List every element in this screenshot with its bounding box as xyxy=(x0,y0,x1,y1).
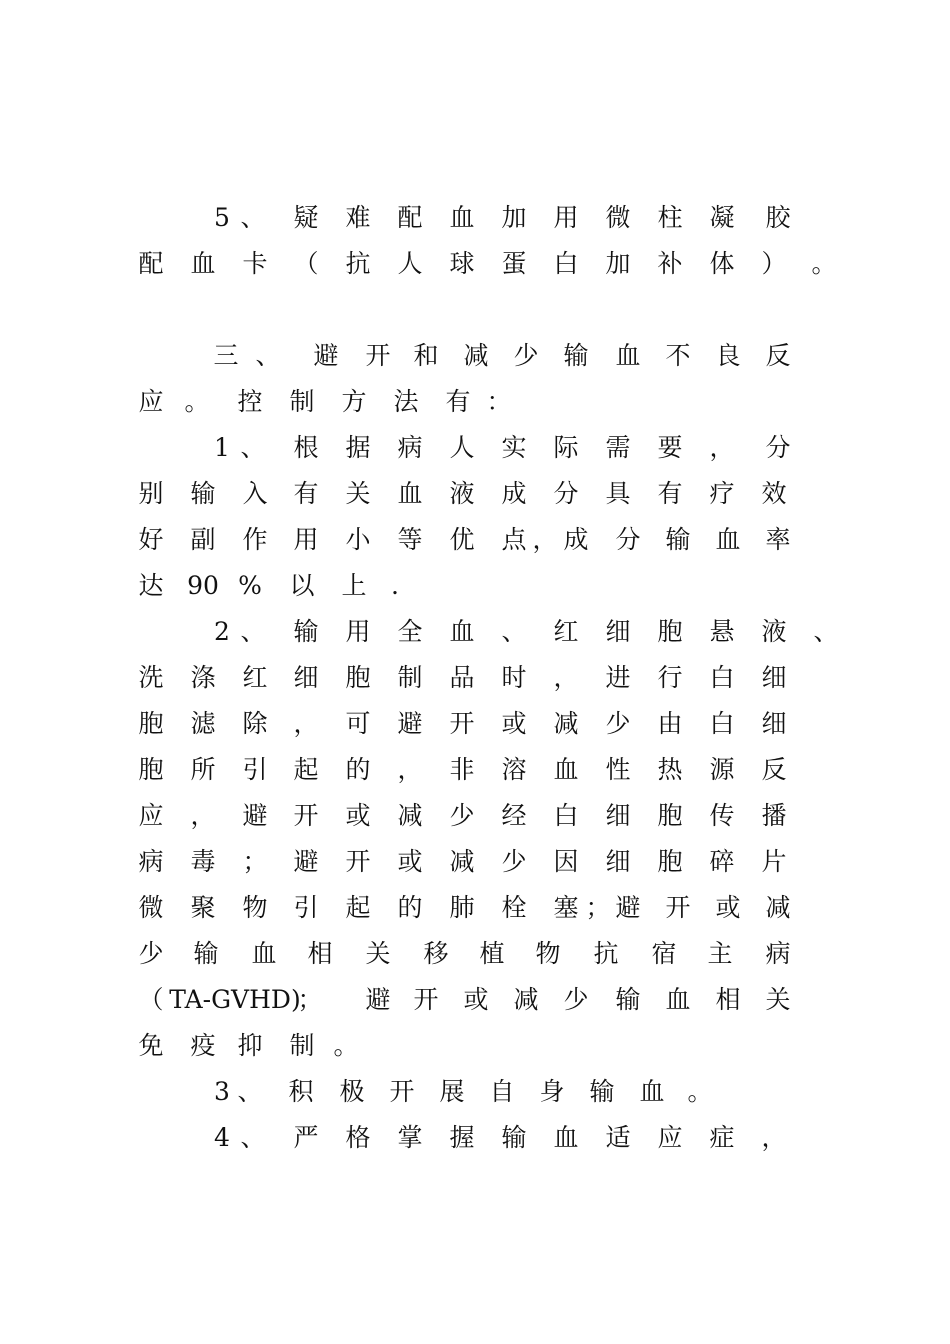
text-glyph: 可 xyxy=(345,709,371,738)
text-glyph: 严 xyxy=(293,1123,319,1152)
text-glyph: 滤 xyxy=(190,709,216,738)
text-glyph: 抗 xyxy=(345,249,371,278)
text-glyph: 相 xyxy=(307,939,333,968)
text-glyph: 病 xyxy=(138,847,164,876)
text-glyph: 制 xyxy=(289,1031,315,1060)
text-glyph: 输 xyxy=(615,985,641,1014)
text-glyph: 除 xyxy=(242,709,268,738)
text-line xyxy=(0,336,950,376)
text-glyph: 加 xyxy=(605,249,631,278)
text-glyph: 细 xyxy=(761,709,787,738)
text-glyph: 加 xyxy=(501,203,527,232)
text-glyph: 全 xyxy=(397,617,423,646)
text-line xyxy=(0,1072,950,1112)
text-glyph: 开 xyxy=(389,1077,415,1106)
text-glyph: 用 xyxy=(293,525,319,554)
text-glyph: % xyxy=(238,571,262,600)
text-glyph: 时 xyxy=(501,663,527,692)
text-glyph: ， xyxy=(293,709,319,738)
text-glyph: 进 xyxy=(605,663,631,692)
text-line xyxy=(0,382,950,422)
text-glyph: 相 xyxy=(715,985,741,1014)
text-glyph: 球 xyxy=(449,249,475,278)
text-glyph: 实 xyxy=(501,433,527,462)
text-glyph: 副 xyxy=(190,525,216,554)
text-glyph: 红 xyxy=(553,617,579,646)
text-glyph: 关 xyxy=(345,479,371,508)
text-glyph: 少 xyxy=(605,709,631,738)
text-line xyxy=(0,658,950,698)
text-glyph: 引 xyxy=(293,893,319,922)
text-glyph: 卡 xyxy=(242,249,268,278)
text-glyph: 极 xyxy=(339,1077,365,1106)
text-glyph: 血 xyxy=(553,1123,579,1152)
text-line xyxy=(0,842,950,882)
text-glyph: 因 xyxy=(553,847,579,876)
text-glyph: 病 xyxy=(765,939,791,968)
text-glyph: 症 xyxy=(709,1123,735,1152)
text-glyph: 、 xyxy=(255,341,281,370)
text-glyph: 起 xyxy=(293,755,319,784)
text-glyph: 胞 xyxy=(657,617,683,646)
text-glyph: 掌 xyxy=(397,1123,423,1152)
text-glyph: 减 xyxy=(463,341,489,370)
text-glyph: ； xyxy=(585,893,611,922)
text-glyph: 输 xyxy=(563,341,589,370)
text-glyph: 体 xyxy=(709,249,735,278)
text-glyph: 控 xyxy=(237,387,263,416)
text-glyph: 胞 xyxy=(345,663,371,692)
text-glyph: 难 xyxy=(345,203,371,232)
text-glyph: 关 xyxy=(365,939,391,968)
text-glyph: 少 xyxy=(513,341,539,370)
text-glyph: 开 xyxy=(293,801,319,830)
text-glyph: 血 xyxy=(553,755,579,784)
text-glyph: 品 xyxy=(449,663,475,692)
text-glyph: 塞 xyxy=(553,893,579,922)
text-glyph: 抗 xyxy=(593,939,619,968)
text-glyph: ， xyxy=(761,1123,787,1152)
text-glyph: 和 xyxy=(413,341,439,370)
text-glyph: 成 xyxy=(563,525,589,554)
text-glyph: 人 xyxy=(449,433,475,462)
text-glyph: 微 xyxy=(605,203,631,232)
text-glyph: 优 xyxy=(449,525,475,554)
text-glyph: 作 xyxy=(242,525,268,554)
text-glyph: 。 xyxy=(333,1031,359,1060)
text-glyph: 、 xyxy=(237,1077,263,1106)
text-glyph: 应 xyxy=(657,1123,683,1152)
text-glyph: 有 xyxy=(445,387,471,416)
text-glyph: 主 xyxy=(707,939,733,968)
text-glyph: 减 xyxy=(397,801,423,830)
text-glyph: 、 xyxy=(240,1123,266,1152)
text-glyph: 细 xyxy=(605,801,631,830)
text-glyph: ： xyxy=(486,387,512,416)
text-glyph: 血 xyxy=(449,203,475,232)
text-glyph: TA-GVHD) xyxy=(169,985,301,1014)
text-glyph: 避 xyxy=(615,893,641,922)
text-glyph: （ xyxy=(293,249,319,278)
text-glyph: 洗 xyxy=(138,663,164,692)
text-glyph: 抑 xyxy=(237,1031,263,1060)
text-glyph: 肺 xyxy=(449,893,475,922)
text-glyph: 配 xyxy=(138,249,164,278)
text-glyph: 血 xyxy=(639,1077,665,1106)
text-glyph: 传 xyxy=(709,801,735,830)
text-glyph: 热 xyxy=(657,755,683,784)
text-glyph: 4 xyxy=(214,1123,230,1152)
text-glyph: 。 xyxy=(811,249,837,278)
text-glyph: 避 xyxy=(242,801,268,830)
text-glyph: . xyxy=(391,571,399,600)
text-line xyxy=(0,888,950,928)
text-glyph: 性 xyxy=(605,755,631,784)
text-line xyxy=(0,750,950,790)
text-line xyxy=(0,566,950,606)
text-glyph: 胞 xyxy=(657,801,683,830)
text-glyph: 5 xyxy=(214,203,230,232)
text-glyph: 配 xyxy=(397,203,423,232)
text-glyph: 所 xyxy=(190,755,216,784)
text-glyph: 白 xyxy=(709,709,735,738)
text-glyph: 分 xyxy=(615,525,641,554)
text-glyph: 涤 xyxy=(190,663,216,692)
text-glyph: 握 xyxy=(449,1123,475,1152)
text-line xyxy=(0,704,950,744)
text-line xyxy=(0,244,950,284)
text-glyph: 碎 xyxy=(709,847,735,876)
text-glyph: 反 xyxy=(765,341,791,370)
text-glyph: 别 xyxy=(138,479,164,508)
text-glyph: 。 xyxy=(687,1077,713,1106)
text-glyph: ； xyxy=(242,847,268,876)
text-line xyxy=(0,1118,950,1158)
text-glyph: 据 xyxy=(345,433,371,462)
text-glyph: 或 xyxy=(715,893,741,922)
text-glyph: 血 xyxy=(251,939,277,968)
text-glyph: 以 xyxy=(289,571,315,600)
text-glyph: 应 xyxy=(138,387,164,416)
text-glyph: 移 xyxy=(423,939,449,968)
text-glyph: 具 xyxy=(605,479,631,508)
text-glyph: 蛋 xyxy=(501,249,527,278)
text-glyph: 开 xyxy=(345,847,371,876)
text-glyph: 适 xyxy=(605,1123,631,1152)
text-glyph: 90 xyxy=(187,571,219,600)
text-glyph: 应 xyxy=(138,801,164,830)
text-glyph: 胞 xyxy=(657,847,683,876)
text-glyph: 自 xyxy=(489,1077,515,1106)
text-glyph: 分 xyxy=(765,433,791,462)
text-glyph: 、 xyxy=(240,433,266,462)
text-glyph: 1 xyxy=(214,433,230,462)
text-glyph: 聚 xyxy=(190,893,216,922)
text-glyph: 身 xyxy=(539,1077,565,1106)
text-line xyxy=(0,428,950,468)
text-glyph: 。 xyxy=(184,387,210,416)
text-glyph: 胞 xyxy=(138,755,164,784)
text-glyph: ， xyxy=(190,801,216,830)
text-glyph: 效 xyxy=(761,479,787,508)
text-glyph: 悬 xyxy=(709,617,735,646)
text-glyph: 良 xyxy=(715,341,741,370)
text-glyph: 开 xyxy=(365,341,391,370)
text-glyph: 反 xyxy=(761,755,787,784)
text-glyph: 或 xyxy=(397,847,423,876)
text-glyph: 少 xyxy=(138,939,164,968)
text-glyph: ， xyxy=(532,525,558,554)
text-glyph: ， xyxy=(397,755,423,784)
text-glyph: 成 xyxy=(501,479,527,508)
text-line xyxy=(0,1026,950,1066)
text-glyph: 2 xyxy=(214,617,230,646)
text-glyph: 根 xyxy=(293,433,319,462)
text-glyph: 制 xyxy=(397,663,423,692)
text-line xyxy=(0,612,950,652)
text-glyph: 达 xyxy=(138,571,164,600)
text-glyph: 凝 xyxy=(709,203,735,232)
text-glyph: 源 xyxy=(709,755,735,784)
text-glyph: 开 xyxy=(413,985,439,1014)
text-glyph: 小 xyxy=(345,525,371,554)
text-glyph: 细 xyxy=(605,847,631,876)
text-glyph: 植 xyxy=(479,939,505,968)
text-glyph: 入 xyxy=(242,479,268,508)
text-glyph: 积 xyxy=(288,1077,314,1106)
text-glyph: 行 xyxy=(657,663,683,692)
text-glyph: 经 xyxy=(501,801,527,830)
text-glyph: 输 xyxy=(501,1123,527,1152)
text-glyph: 避 xyxy=(293,847,319,876)
text-glyph: 上 xyxy=(341,571,367,600)
text-glyph: 有 xyxy=(657,479,683,508)
text-glyph: 疗 xyxy=(709,479,735,508)
text-glyph: ， xyxy=(709,433,735,462)
text-glyph: 血 xyxy=(665,985,691,1014)
text-glyph: 减 xyxy=(765,893,791,922)
text-glyph: 血 xyxy=(449,617,475,646)
text-glyph: 或 xyxy=(463,985,489,1014)
text-glyph: 栓 xyxy=(501,893,527,922)
text-glyph: 用 xyxy=(553,203,579,232)
text-glyph: 播 xyxy=(761,801,787,830)
text-glyph: 方 xyxy=(341,387,367,416)
text-glyph: 三 xyxy=(213,341,239,370)
text-glyph: 物 xyxy=(535,939,561,968)
text-glyph: 、 xyxy=(813,617,839,646)
text-glyph: 白 xyxy=(553,801,579,830)
text-glyph: 关 xyxy=(765,985,791,1014)
text-glyph: 展 xyxy=(439,1077,465,1106)
text-glyph: 细 xyxy=(293,663,319,692)
text-glyph: 需 xyxy=(605,433,631,462)
text-glyph: 血 xyxy=(397,479,423,508)
text-glyph: 胞 xyxy=(138,709,164,738)
text-glyph: 、 xyxy=(501,617,527,646)
text-glyph: 非 xyxy=(449,755,475,784)
text-glyph: 际 xyxy=(553,433,579,462)
text-glyph: 宿 xyxy=(651,939,677,968)
text-glyph: 等 xyxy=(397,525,423,554)
text-glyph: 血 xyxy=(715,525,741,554)
text-glyph: 减 xyxy=(513,985,539,1014)
text-glyph: 红 xyxy=(242,663,268,692)
text-glyph: ， xyxy=(553,663,579,692)
text-glyph: 细 xyxy=(761,663,787,692)
text-glyph: 血 xyxy=(190,249,216,278)
text-glyph: 胶 xyxy=(765,203,791,232)
text-glyph: 或 xyxy=(345,801,371,830)
text-glyph: 输 xyxy=(665,525,691,554)
text-glyph: 白 xyxy=(553,249,579,278)
text-glyph: 分 xyxy=(553,479,579,508)
text-glyph: 柱 xyxy=(657,203,683,232)
text-glyph: 输 xyxy=(589,1077,615,1106)
text-glyph: 减 xyxy=(553,709,579,738)
text-glyph: 物 xyxy=(242,893,268,922)
text-glyph: 开 xyxy=(449,709,475,738)
text-line xyxy=(0,474,950,514)
text-glyph: ） xyxy=(761,249,787,278)
text-glyph: 疑 xyxy=(293,203,319,232)
text-glyph: 液 xyxy=(449,479,475,508)
text-glyph: 微 xyxy=(138,893,164,922)
text-glyph: 起 xyxy=(345,893,371,922)
text-glyph: 3 xyxy=(214,1077,230,1106)
text-glyph: 少 xyxy=(501,847,527,876)
text-glyph: ； xyxy=(297,985,323,1014)
text-glyph: 率 xyxy=(765,525,791,554)
text-glyph: 免 xyxy=(138,1031,164,1060)
text-glyph: 用 xyxy=(345,617,371,646)
text-glyph: 血 xyxy=(615,341,641,370)
text-glyph: 或 xyxy=(501,709,527,738)
text-glyph: 不 xyxy=(665,341,691,370)
text-glyph: 由 xyxy=(657,709,683,738)
text-line xyxy=(0,796,950,836)
text-glyph: 片 xyxy=(761,847,787,876)
text-glyph: 输 xyxy=(190,479,216,508)
text-glyph: 人 xyxy=(397,249,423,278)
text-line xyxy=(0,520,950,560)
text-glyph: 少 xyxy=(563,985,589,1014)
text-glyph: 避 xyxy=(397,709,423,738)
text-glyph: 制 xyxy=(289,387,315,416)
text-glyph: 少 xyxy=(449,801,475,830)
text-glyph: 格 xyxy=(345,1123,371,1152)
text-line xyxy=(0,980,950,1020)
text-glyph: 疫 xyxy=(190,1031,216,1060)
text-glyph: 输 xyxy=(293,617,319,646)
text-glyph: 的 xyxy=(397,893,423,922)
text-glyph: 避 xyxy=(313,341,339,370)
text-glyph: 毒 xyxy=(190,847,216,876)
text-line xyxy=(0,934,950,974)
text-glyph: 点 xyxy=(501,525,527,554)
text-line xyxy=(0,198,950,238)
text-glyph: 病 xyxy=(397,433,423,462)
text-glyph: 白 xyxy=(709,663,735,692)
text-glyph: 液 xyxy=(761,617,787,646)
text-glyph: 溶 xyxy=(501,755,527,784)
text-glyph: 的 xyxy=(345,755,371,784)
text-glyph: 、 xyxy=(240,203,266,232)
text-glyph: 引 xyxy=(242,755,268,784)
text-glyph: 法 xyxy=(393,387,419,416)
text-glyph: 有 xyxy=(293,479,319,508)
text-glyph: 输 xyxy=(193,939,219,968)
text-glyph: 避 xyxy=(365,985,391,1014)
text-glyph: 减 xyxy=(449,847,475,876)
text-glyph: 补 xyxy=(657,249,683,278)
text-glyph: 、 xyxy=(240,617,266,646)
text-glyph: 开 xyxy=(665,893,691,922)
text-glyph: （ xyxy=(138,985,164,1014)
text-glyph: 好 xyxy=(138,525,164,554)
text-glyph: 细 xyxy=(605,617,631,646)
text-glyph: 要 xyxy=(657,433,683,462)
